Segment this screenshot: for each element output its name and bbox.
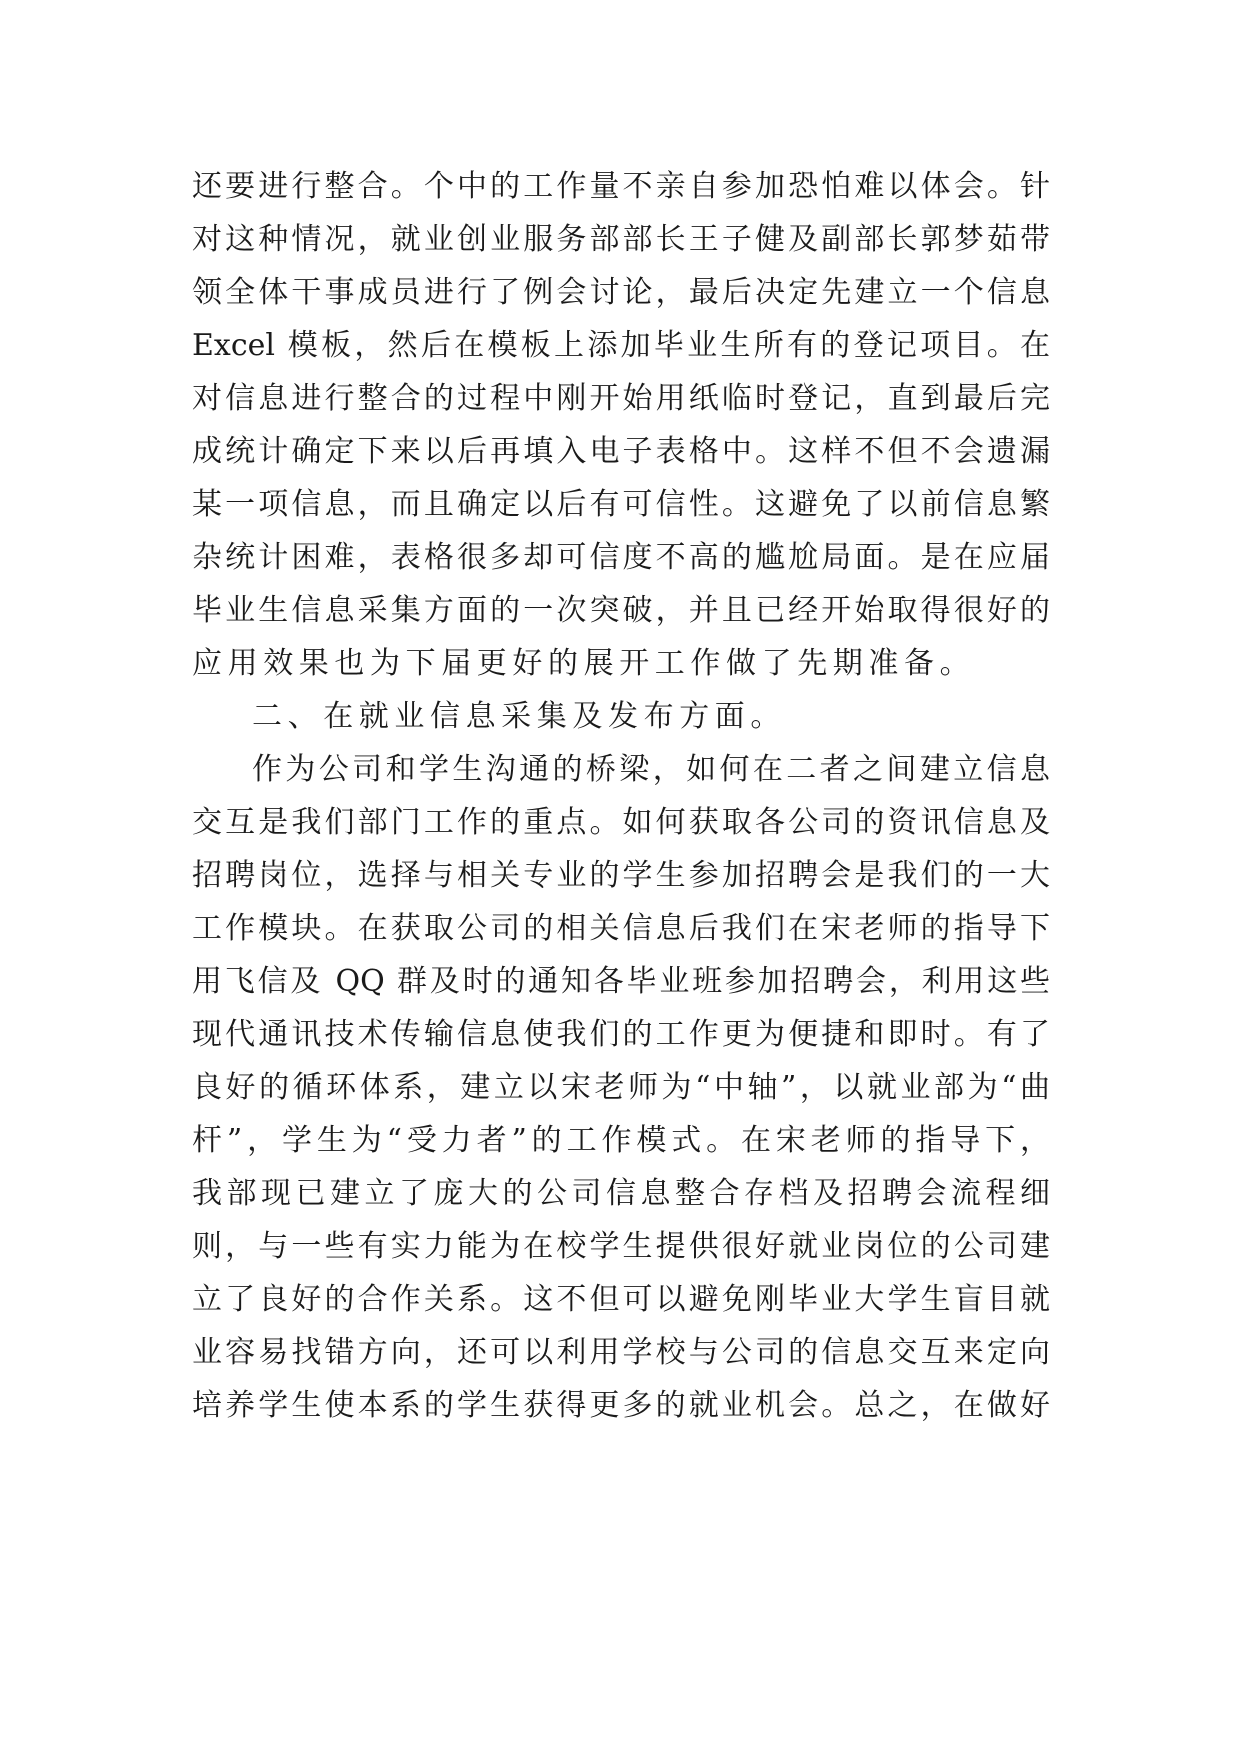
text-line: 杆”，学生为“受力者”的工作模式。在宋老师的指导下， [192,1123,1050,1158]
text-line: 业容易找错方向，还可以利用学校与公司的信息交互来定向 [192,1335,1050,1370]
text-line: 工作模块。在获取公司的相关信息后我们在宋老师的指导下 [192,911,1050,946]
section-heading: 二、在就业信息采集及发布方面。 [252,699,786,734]
text-line: 现代通讯技术传输信息使我们的工作更为便捷和即时。有了 [192,1017,1050,1052]
text-line: 领全体干事成员进行了例会讨论，最后决定先建立一个信息 [192,275,1050,310]
text-line: 对信息进行整合的过程中刚开始用纸临时登记，直到最后完 [192,381,1050,416]
text-line: 用飞信及 QQ 群及时的通知各毕业班参加招聘会，利用这些 [192,964,1050,999]
text-line: 则，与一些有实力能为在校学生提供很好就业岗位的公司建 [192,1229,1050,1264]
text-line: 招聘岗位，选择与相关专业的学生参加招聘会是我们的一大 [192,858,1050,893]
text-line: 立了良好的合作关系。这不但可以避免刚毕业大学生盲目就 [192,1282,1050,1317]
text-line: Excel 模板，然后在模板上添加毕业生所有的登记项目。在 [192,328,1050,363]
text-line: 应用效果也为下届更好的展开工作做了先期准备。 [192,646,976,681]
text-line: 某一项信息，而且确定以后有可信性。这避免了以前信息繁 [192,487,1050,522]
text-line: 成统计确定下来以后再填入电子表格中。这样不但不会遗漏 [192,434,1050,469]
text-line: 作为公司和学生沟通的桥梁，如何在二者之间建立信息 [252,752,1050,787]
text-line: 毕业生信息采集方面的一次突破，并且已经开始取得很好的 [192,593,1050,628]
text-line: 我部现已建立了庞大的公司信息整合存档及招聘会流程细 [192,1176,1050,1211]
text-line: 对这种情况，就业创业服务部部长王子健及副部长郭梦茹带 [192,222,1050,257]
text-line: 还要进行整合。个中的工作量不亲自参加恐怕难以体会。针 [192,169,1050,204]
text-line: 交互是我们部门工作的重点。如何获取各公司的资讯信息及 [192,805,1050,840]
text-line: 杂统计困难，表格很多却可信度不高的尴尬局面。是在应届 [192,540,1050,575]
text-line: 培养学生使本系的学生获得更多的就业机会。总之，在做好 [192,1388,1050,1423]
text-line: 良好的循环体系，建立以宋老师为“中轴”，以就业部为“曲 [192,1070,1050,1105]
document-body [192,160,1050,1432]
